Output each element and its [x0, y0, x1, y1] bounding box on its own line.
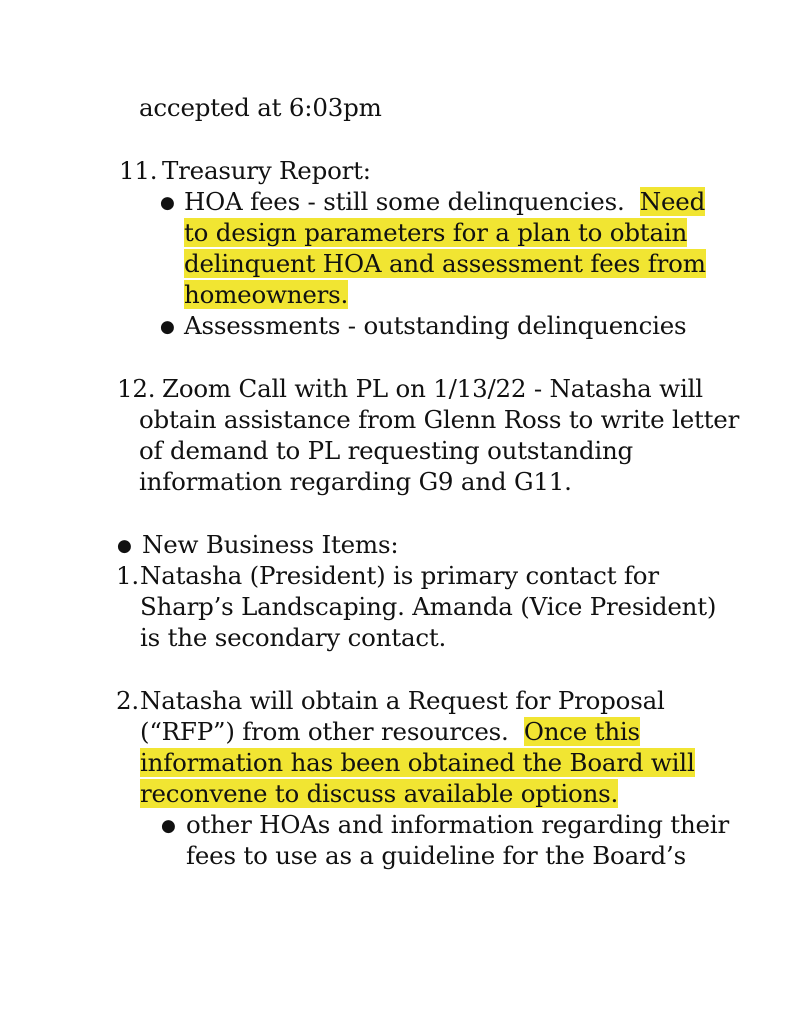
highlighted-text: information has been obtained the Board will	[140, 748, 695, 777]
bullet-icon	[160, 186, 175, 219]
nb-item-1-line-2: Sharp’s Landscaping. Amanda (Vice President)	[140, 592, 717, 621]
hoa-fees-text: HOA fees - still some delinquencies.	[184, 187, 625, 216]
new-business-heading: New Business Items:	[142, 530, 399, 559]
nb-item-2-line-2	[140, 716, 640, 747]
highlighted-text: Need	[639, 187, 706, 216]
nb-item-1-line-1: Natasha (President) is primary contact for	[140, 561, 659, 590]
bullet-icon	[160, 310, 175, 343]
bullet-icon	[161, 809, 176, 842]
nb-item-1-line-3: is the secondary contact.	[140, 623, 447, 652]
bullet-glyph: ●	[160, 193, 175, 213]
item-11-title: Treasury Report:	[162, 156, 371, 185]
continuation-text: accepted at 6:03pm	[139, 93, 382, 122]
bullet-glyph: ●	[160, 317, 175, 337]
item-11-number: 11.	[119, 156, 158, 185]
hoa-fees-bullet-line-4	[184, 279, 348, 310]
highlighted-text: to design parameters for a plan to obtain	[184, 218, 688, 247]
item-12-line-2: obtain assistance from Glenn Ross to write letter	[139, 405, 740, 434]
item-12-line-1: Zoom Call with PL on 1/13/22 - Natasha will	[162, 374, 703, 403]
item-12-line-3: of demand to PL requesting outstanding	[139, 436, 634, 465]
nb-item-2-line-4	[140, 778, 618, 809]
assessments-bullet: Assessments - outstanding delinquencies	[184, 311, 687, 340]
highlighted-text: Once this	[523, 717, 640, 746]
nb-item-2-number: 2.	[116, 686, 139, 715]
hoa-fees-bullet-line-2	[184, 217, 687, 248]
rfp-text: (“RFP”) from other resources.	[140, 717, 509, 746]
highlighted-text: delinquent HOA and assessment fees from	[184, 249, 706, 278]
bullet-glyph: ●	[161, 816, 176, 836]
bullet-icon	[117, 529, 132, 562]
hoa-fees-bullet-line-3	[184, 248, 706, 279]
item-12-line-4: information regarding G9 and G11.	[139, 467, 572, 496]
highlighted-text: reconvene to discuss available options.	[140, 779, 619, 808]
item-12-number: 12.	[117, 374, 156, 403]
nb-item-1-number: 1.	[116, 561, 139, 590]
nb-item-2-line-1: Natasha will obtain a Request for Proposal	[140, 686, 665, 715]
bullet-glyph: ●	[117, 536, 132, 556]
highlighted-text: homeowners.	[184, 280, 349, 309]
hoa-fees-bullet-line-1	[184, 186, 705, 217]
nb-item-2-line-3	[140, 747, 695, 778]
other-hoas-bullet-line-2: fees to use as a guideline for the Board’s	[186, 841, 686, 870]
other-hoas-bullet-line-1: other HOAs and information regarding their	[186, 810, 729, 839]
